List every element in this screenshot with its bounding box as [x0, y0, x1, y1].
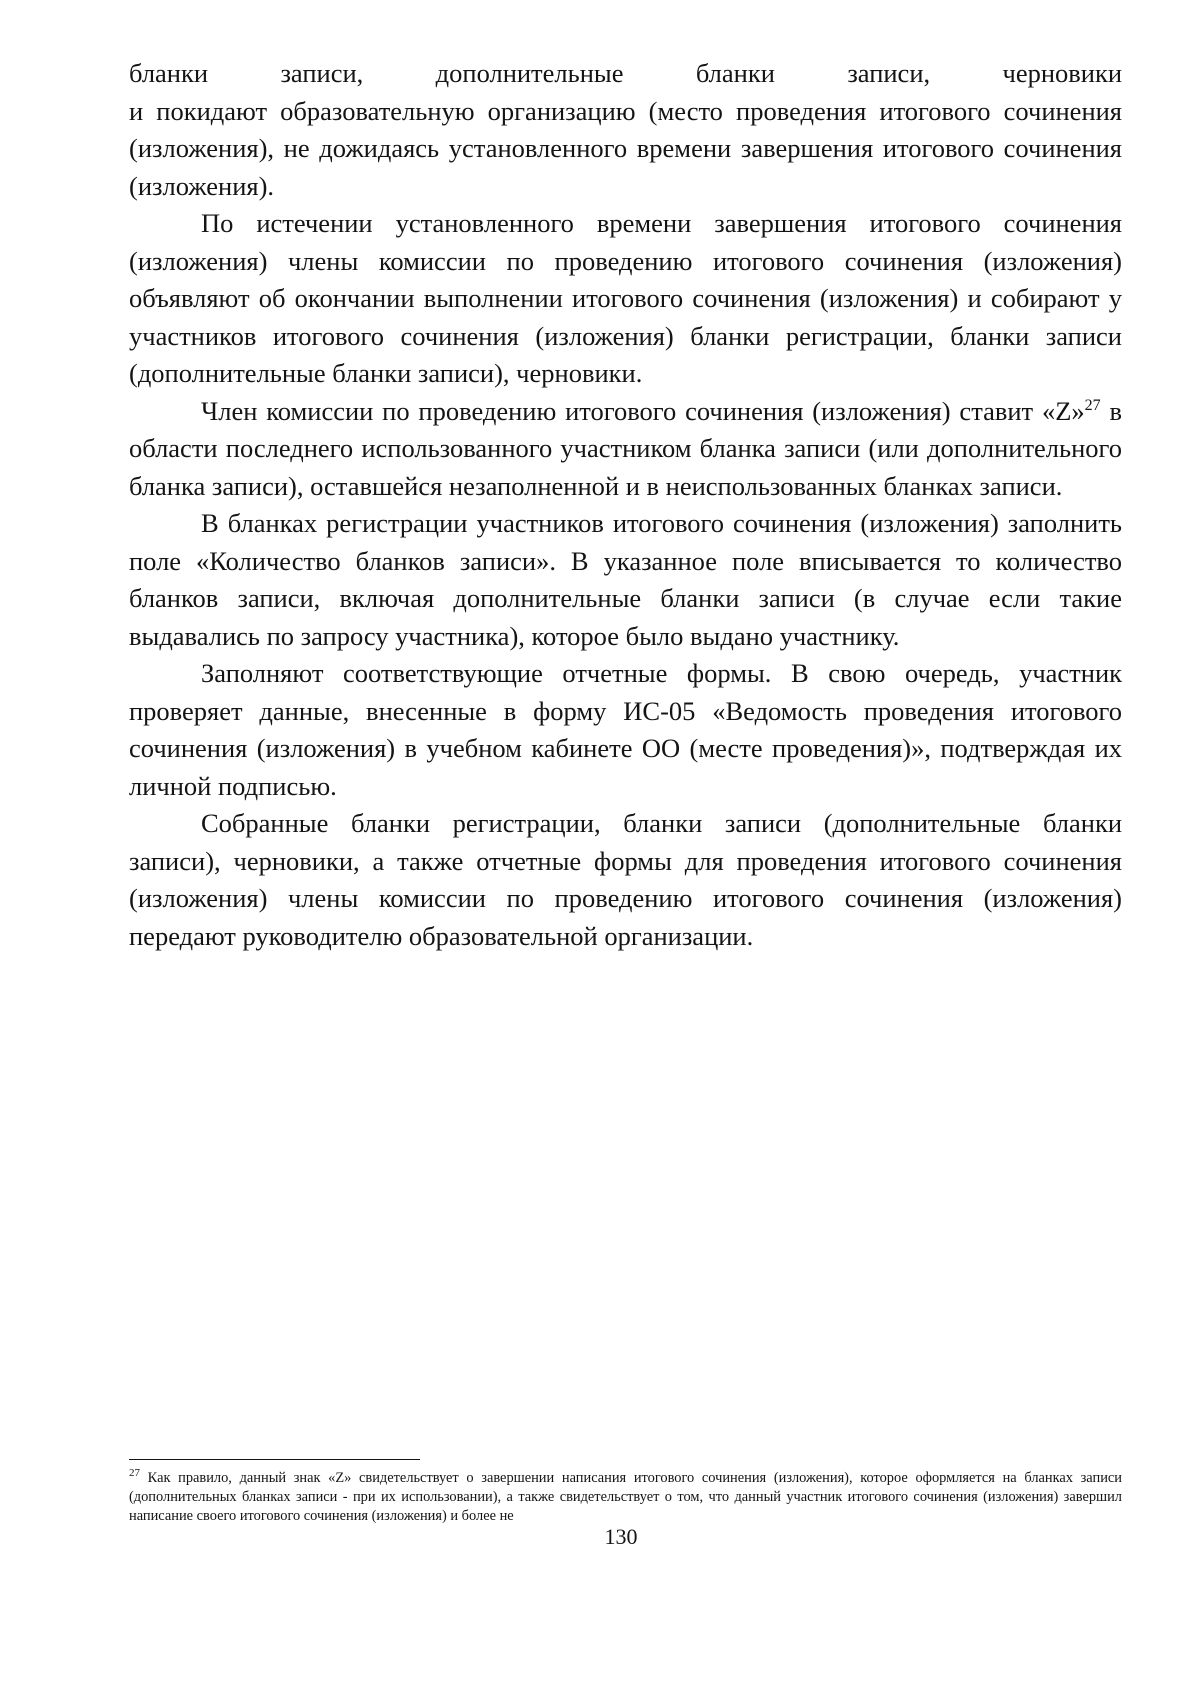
paragraph-1-rest: и покидают образовательную организацию (место проведения итогового сочинения (изложения), не дожидаясь установленного времени завершения итогового сочинения (изложения). — [129, 95, 1122, 201]
word: записи, — [847, 58, 931, 88]
page-number: 130 — [604, 1524, 638, 1549]
footnote-reference[interactable]: 27 — [1084, 396, 1101, 414]
word: бланки — [695, 58, 775, 88]
paragraph-2: По истечении установленного времени завершения итогового сочинения (изложения) члены комиссии по проведению итогового сочинения (изложения) объявляют об окончании выполнении итогового сочинения (изложения) и собирают у участников итогового сочинения (изложения) бланки регистрации, бланки записи (дополнительные бланки записи), черновики. — [129, 208, 1122, 388]
paragraph-1-line-1 — [129, 55, 1122, 93]
footnote-text: Как правило, данный знак «Z» свидетельствует о завершении написания итогового сочинения (изложения), которое оформляется на бланках записи (дополнительных бланках записи - при их использовании), а также свидетельствует о том, что данный участник итогового сочинения (изложения) завершил написание своего итогового сочинения (изложения) и более не — [129, 1470, 1122, 1524]
paragraph-6: Собранные бланки регистрации, бланки записи (дополнительные бланки записи), черновики, а также отчетные формы для проведения итогового сочинения (изложения) члены комиссии по проведению итогового сочинения (изложения) передают руководителю образовательной организации. — [129, 808, 1122, 951]
paragraph-3-text-before: Член комиссии по проведению итогового сочинения (изложения) ставит «Z» — [201, 395, 1085, 426]
word: бланки — [129, 58, 209, 88]
footnote — [129, 1469, 1122, 1526]
footnote-number: 27 — [129, 1467, 140, 1480]
paragraph-3-text-after: в области последнего использованного участником бланка записи (или дополнительного бланка записи), оставшейся незаполненной и в неиспользованных бланках записи. — [129, 395, 1122, 501]
paragraph-3 — [129, 393, 1122, 506]
paragraph-5: Заполняют соответствующие отчетные формы. В свою очередь, участник проверяет данные, внесенные в форму ИС-05 «Ведомость проведения итогового сочинения (изложения) в учебном кабинете ОО (месте проведения)», подтверждая их личной подписью. — [129, 658, 1122, 801]
word: дополнительные — [435, 58, 624, 88]
word: записи, — [280, 58, 364, 88]
paragraph-4: В бланках регистрации участников итогового сочинения (изложения) заполнить поле «Количество бланков записи». В указанное поле вписывается то количество бланков записи, включая дополнительные бланки записи (в случае если такие выдавались по запросу участника), которое было выдано участнику. — [129, 508, 1122, 651]
body-text — [129, 55, 1122, 955]
word: черновики — [1002, 58, 1123, 88]
footnote-separator — [129, 1459, 420, 1460]
